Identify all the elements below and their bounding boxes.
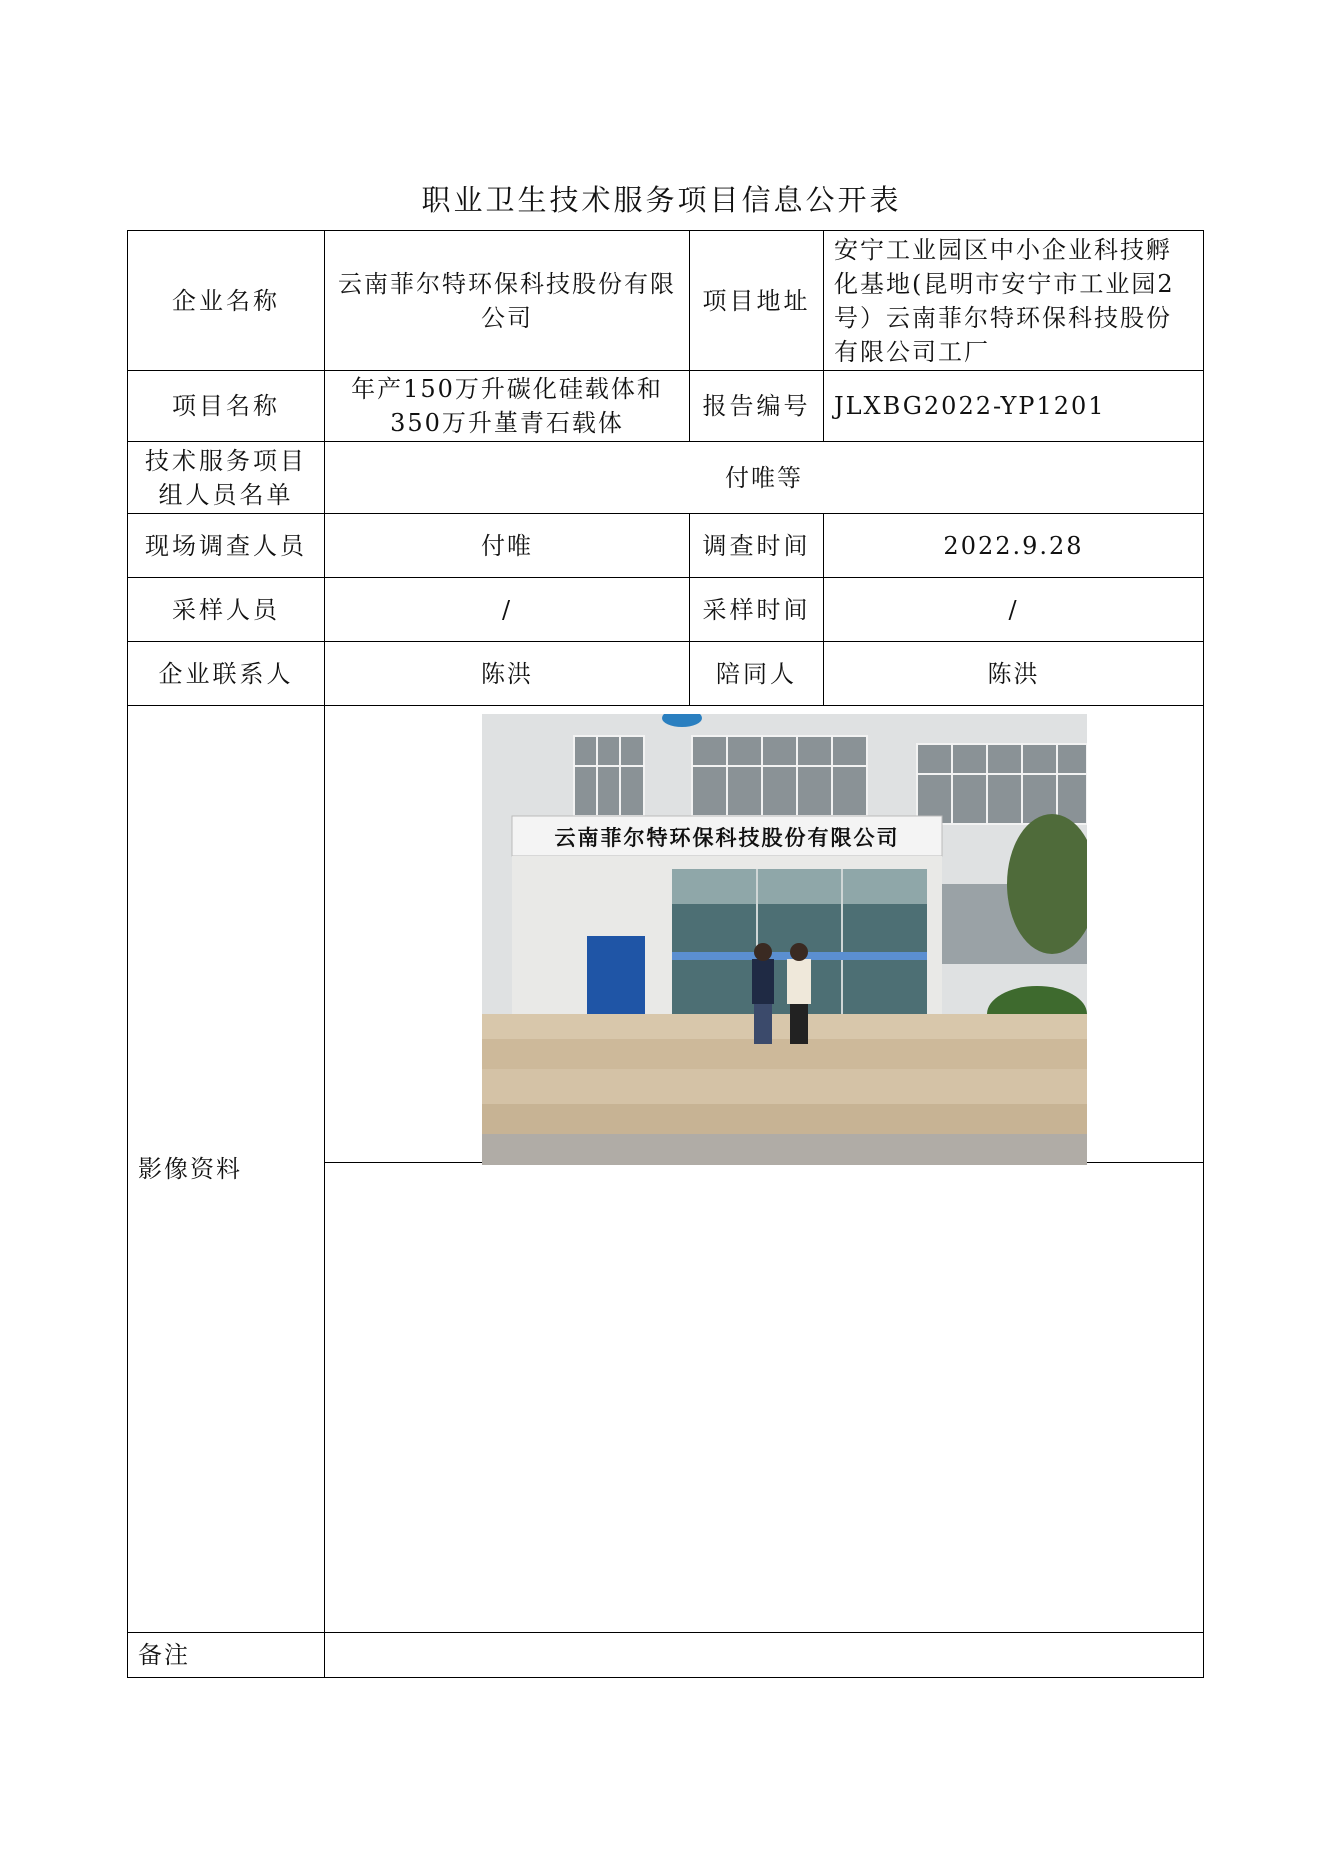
image-label: 影像资料 <box>128 706 325 1633</box>
building-photo <box>482 714 1087 1165</box>
address-value: 安宁工业园区中小企业科技孵化基地(昆明市安宁市工业园2号）云南菲尔特环保科技股份有限公司工厂 <box>824 231 1204 371</box>
sample-time-label: 采样时间 <box>690 578 824 642</box>
survey-time-label: 调查时间 <box>690 514 824 578</box>
remark-label: 备注 <box>128 1633 325 1678</box>
photo-frame <box>325 706 1203 1163</box>
survey-time-value: 2022.9.28 <box>824 514 1204 578</box>
team-label: 技术服务项目组人员名单 <box>128 442 325 514</box>
report-label: 报告编号 <box>690 371 824 442</box>
company-label: 企业名称 <box>128 231 325 371</box>
survey-person-label: 现场调查人员 <box>128 514 325 578</box>
sampler-label: 采样人员 <box>128 578 325 642</box>
sampler-value: / <box>325 578 690 642</box>
contact-label: 企业联系人 <box>128 642 325 706</box>
info-table <box>127 230 1204 1678</box>
survey-person-value: 付唯 <box>325 514 690 578</box>
team-value: 付唯等 <box>325 442 1204 514</box>
report-value: JLXBG2022-YP1201 <box>824 371 1204 442</box>
address-label: 项目地址 <box>690 231 824 371</box>
remark-value <box>325 1633 1204 1678</box>
escort-label: 陪同人 <box>690 642 824 706</box>
photo-sign-text: 云南菲尔特环保科技股份有限公司 <box>554 826 900 850</box>
project-label: 项目名称 <box>128 371 325 442</box>
image-cell <box>325 706 1204 1633</box>
page-title: 职业卫生技术服务项目信息公开表 <box>421 183 902 217</box>
project-value: 年产150万升碳化硅载体和350万升堇青石载体 <box>325 371 690 442</box>
escort-value: 陈洪 <box>824 642 1204 706</box>
sample-time-value: / <box>824 578 1204 642</box>
contact-value: 陈洪 <box>325 642 690 706</box>
company-value: 云南菲尔特环保科技股份有限公司 <box>325 231 690 371</box>
